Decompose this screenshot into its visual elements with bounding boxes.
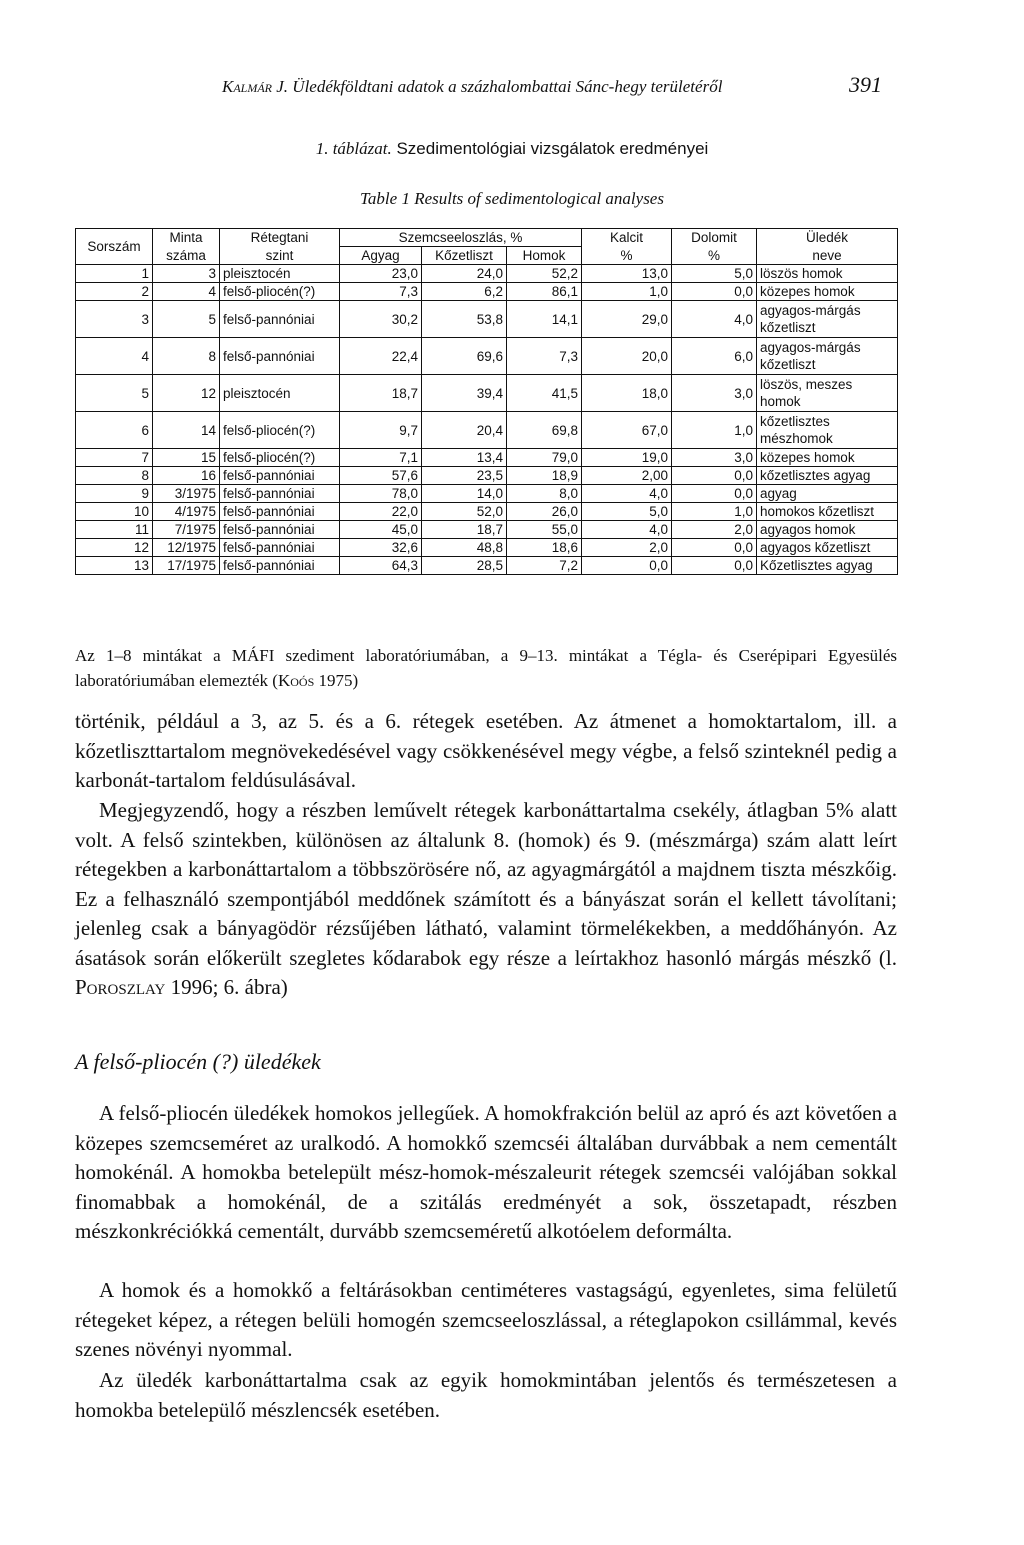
page-number: 391 (849, 72, 882, 97)
cell-dolomit: 5,0 (672, 265, 757, 283)
cell-kozetliszt: 18,7 (422, 521, 507, 539)
cell-kalcit: 2,00 (582, 467, 672, 485)
cell-kalcit: 20,0 (582, 338, 672, 375)
cell-uledek-neve: Kőzetlisztes agyag (757, 557, 898, 575)
cell-kalcit: 19,0 (582, 449, 672, 467)
cell-uledek-neve: löszös homok (757, 265, 898, 283)
cell-homok: 14,1 (507, 301, 582, 338)
cell-kalcit: 29,0 (582, 301, 672, 338)
cell-homok: 69,8 (507, 412, 582, 449)
cell-sorszam: 11 (76, 521, 153, 539)
cell-dolomit: 3,0 (672, 449, 757, 467)
cell-dolomit: 6,0 (672, 338, 757, 375)
cell-sorszam: 5 (76, 375, 153, 412)
cell-kalcit: 2,0 (582, 539, 672, 557)
cell-agyag: 32,6 (340, 539, 422, 557)
header-szemcseeloszlas: Szemcseeloszlás, % (340, 229, 582, 247)
cell-agyag: 64,3 (340, 557, 422, 575)
header-homok: Homok (507, 247, 582, 265)
cell-retegtani-szint: felső-pannóniai (220, 301, 340, 338)
cell-kalcit: 67,0 (582, 412, 672, 449)
cell-sorszam: 3 (76, 301, 153, 338)
footnote-year: 1975) (314, 671, 359, 690)
header-retegtani-szint: szint (220, 247, 340, 265)
cell-kozetliszt: 48,8 (422, 539, 507, 557)
cell-kalcit: 4,0 (582, 485, 672, 503)
paragraph-2-author: Poroszlay (75, 975, 166, 999)
cell-retegtani-szint: felső-pannóniai (220, 521, 340, 539)
table-caption-label: 1. táblázat. (315, 139, 392, 158)
cell-sorszam: 13 (76, 557, 153, 575)
cell-dolomit: 0,0 (672, 557, 757, 575)
cell-minta: 17/1975 (153, 557, 220, 575)
cell-kalcit: 4,0 (582, 521, 672, 539)
cell-uledek-neve: közepes homok (757, 449, 898, 467)
cell-retegtani-szint: felső-pliocén(?) (220, 412, 340, 449)
cell-uledek-neve: kőzetlisztes agyag (757, 467, 898, 485)
table-footnote (75, 643, 897, 693)
cell-agyag: 18,7 (340, 375, 422, 412)
cell-kozetliszt: 69,6 (422, 338, 507, 375)
results-table-body (76, 265, 898, 575)
table-row (76, 503, 898, 521)
cell-retegtani-szint: felső-pannóniai (220, 503, 340, 521)
cell-minta: 4 (153, 283, 220, 301)
cell-sorszam: 1 (76, 265, 153, 283)
cell-sorszam: 10 (76, 503, 153, 521)
footnote-author: Koós (277, 671, 315, 690)
paragraph-2-citation: 1996; 6. ábra) (165, 975, 288, 999)
cell-dolomit: 4,0 (672, 301, 757, 338)
cell-kozetliszt: 28,5 (422, 557, 507, 575)
cell-dolomit: 3,0 (672, 375, 757, 412)
cell-retegtani-szint: felső-pannóniai (220, 539, 340, 557)
cell-kozetliszt: 24,0 (422, 265, 507, 283)
cell-dolomit: 0,0 (672, 283, 757, 301)
cell-agyag: 78,0 (340, 485, 422, 503)
running-head-author: Kalmár J. (222, 77, 289, 96)
cell-agyag: 57,6 (340, 467, 422, 485)
header-uledek: Üledék (757, 229, 898, 247)
cell-homok: 18,9 (507, 467, 582, 485)
cell-homok: 86,1 (507, 283, 582, 301)
header-uledek-neve: neve (757, 247, 898, 265)
cell-kozetliszt: 20,4 (422, 412, 507, 449)
cell-retegtani-szint: felső-pannóniai (220, 467, 340, 485)
cell-homok: 79,0 (507, 449, 582, 467)
running-head (222, 74, 882, 100)
table-caption-english: Table 1 Results of sedimentological analyses (360, 189, 664, 208)
cell-homok: 7,2 (507, 557, 582, 575)
cell-sorszam: 12 (76, 539, 153, 557)
paragraph-3: A felső-pliocén üledékek homokos jellegűek. A homokfrakción belül az apró és azt követően a közepes szemcseméret az uralkodó. A homokkő szemcséi általában durvábbak a nem cementált homokénál. A homokba betelepült mész-homok-mészaleurit rétegek szemcséi valójában sokkal finomabbak a homokénál, de a szitálás eredményét a sok, összetapadt, részben mészkonkréciókká cementált, durvább szemcseméretű alkotóelem deformálta. (75, 1101, 897, 1243)
cell-dolomit: 1,0 (672, 503, 757, 521)
cell-minta: 12/1975 (153, 539, 220, 557)
cell-kalcit: 0,0 (582, 557, 672, 575)
cell-minta: 3 (153, 265, 220, 283)
table-row (76, 265, 898, 283)
cell-kalcit: 1,0 (582, 283, 672, 301)
cell-kalcit: 13,0 (582, 265, 672, 283)
table-row (76, 283, 898, 301)
header-sorszam: Sorszám (76, 229, 153, 265)
cell-homok: 18,6 (507, 539, 582, 557)
cell-retegtani-szint: felső-pannóniai (220, 485, 340, 503)
paragraph-2 (75, 796, 897, 1003)
cell-kozetliszt: 13,4 (422, 449, 507, 467)
header-retegtani: Rétegtani (220, 229, 340, 247)
cell-agyag: 7,1 (340, 449, 422, 467)
paragraph-4: A homok és a homokkő a feltárásokban centiméteres vastagságú, egyenletes, sima felületű rétegeket képez, a rétegen belüli homogén szemcseeloszlással, a réteglapokon csillámmal, kevés szenes növényi nyommal. (75, 1278, 897, 1361)
cell-homok: 8,0 (507, 485, 582, 503)
table-caption-title: Szedimentológiai vizsgálatok eredményei (396, 139, 709, 158)
table-row (76, 412, 898, 449)
header-dolomit-unit: % (672, 247, 757, 265)
results-table (75, 228, 898, 575)
cell-kalcit: 18,0 (582, 375, 672, 412)
cell-agyag: 22,4 (340, 338, 422, 375)
cell-dolomit: 0,0 (672, 539, 757, 557)
cell-dolomit: 0,0 (672, 485, 757, 503)
cell-uledek-neve: agyagos homok (757, 521, 898, 539)
cell-retegtani-szint: felső-pannóniai (220, 338, 340, 375)
cell-kozetliszt: 53,8 (422, 301, 507, 338)
cell-kozetliszt: 39,4 (422, 375, 507, 412)
cell-sorszam: 6 (76, 412, 153, 449)
table-row (76, 557, 898, 575)
cell-retegtani-szint: felső-pliocén(?) (220, 283, 340, 301)
header-minta-szama: száma (153, 247, 220, 265)
cell-uledek-neve: homokos kőzetliszt (757, 503, 898, 521)
cell-minta: 15 (153, 449, 220, 467)
cell-minta: 14 (153, 412, 220, 449)
cell-agyag: 30,2 (340, 301, 422, 338)
cell-kozetliszt: 52,0 (422, 503, 507, 521)
cell-uledek-neve: agyagos-márgás kőzetliszt (757, 338, 898, 375)
cell-minta: 5 (153, 301, 220, 338)
cell-uledek-neve: agyagos kőzetliszt (757, 539, 898, 557)
table-row (76, 338, 898, 375)
cell-sorszam: 4 (76, 338, 153, 375)
cell-homok: 41,5 (507, 375, 582, 412)
header-agyag: Agyag (340, 247, 422, 265)
cell-sorszam: 7 (76, 449, 153, 467)
cell-homok: 26,0 (507, 503, 582, 521)
cell-uledek-neve: agyagos-márgás kőzetliszt (757, 301, 898, 338)
cell-kozetliszt: 23,5 (422, 467, 507, 485)
header-minta: Minta (153, 229, 220, 247)
table-row (76, 467, 898, 485)
cell-dolomit: 0,0 (672, 467, 757, 485)
cell-dolomit: 1,0 (672, 412, 757, 449)
cell-sorszam: 8 (76, 467, 153, 485)
cell-uledek-neve: kőzetlisztes mészhomok (757, 412, 898, 449)
cell-agyag: 7,3 (340, 283, 422, 301)
cell-agyag: 23,0 (340, 265, 422, 283)
section-heading: A felső-pliocén (?) üledékek (75, 1049, 321, 1074)
table-row (76, 521, 898, 539)
cell-uledek-neve: közepes homok (757, 283, 898, 301)
paragraph-1: történik, például a 3, az 5. és a 6. rétegek esetében. Az átmenet a homoktartalom, ill. a kőzetliszttartalom megnövekedésével vagy csökkenésével megy végbe, a felső szinteknél pedig a karbonát-tartalom feldúsulásával. (75, 709, 897, 792)
cell-minta: 4/1975 (153, 503, 220, 521)
cell-sorszam: 9 (76, 485, 153, 503)
cell-kozetliszt: 14,0 (422, 485, 507, 503)
table-row (76, 449, 898, 467)
cell-minta: 8 (153, 338, 220, 375)
cell-minta: 12 (153, 375, 220, 412)
cell-kalcit: 5,0 (582, 503, 672, 521)
cell-agyag: 22,0 (340, 503, 422, 521)
cell-retegtani-szint: felső-pannóniai (220, 557, 340, 575)
header-kalcit-unit: % (582, 247, 672, 265)
cell-retegtani-szint: pleisztocén (220, 375, 340, 412)
cell-homok: 55,0 (507, 521, 582, 539)
paragraph-2-text: Megjegyzendő, hogy a részben leművelt rétegek karbonáttartalma csekély, átlagban 5% alatt volt. A felső szintekben, különösen az általunk 8. (homok) és 9. (mészmárga) szám alatt leírt rétegekben a karbonáttartalom a többszörösére nő, az agyagmárgától a majdnem tiszta mészkőig. Ez a felhasználó szempontjából meddőnek számított és a bányászat során el kellett távolítani; jelenleg csak a bányagödör rézsűjében látható, valamint törmelékekben, a meddőhányón. Az ásatások során előkerült szegletes kődarabok egy része a leírtakhoz hasonló márgás mészkő (l. (75, 798, 897, 970)
table-caption-hungarian (0, 136, 1024, 162)
table-row (76, 301, 898, 338)
cell-retegtani-szint: felső-pliocén(?) (220, 449, 340, 467)
table-row (76, 375, 898, 412)
header-dolomit: Dolomit (672, 229, 757, 247)
cell-retegtani-szint: pleisztocén (220, 265, 340, 283)
cell-kozetliszt: 6,2 (422, 283, 507, 301)
table-row (76, 539, 898, 557)
cell-agyag: 45,0 (340, 521, 422, 539)
cell-homok: 7,3 (507, 338, 582, 375)
cell-sorszam: 2 (76, 283, 153, 301)
cell-uledek-neve: agyag (757, 485, 898, 503)
cell-uledek-neve: löszös, meszes homok (757, 375, 898, 412)
cell-minta: 3/1975 (153, 485, 220, 503)
cell-homok: 52,2 (507, 265, 582, 283)
cell-dolomit: 2,0 (672, 521, 757, 539)
cell-agyag: 9,7 (340, 412, 422, 449)
header-kozetliszt: Kőzetliszt (422, 247, 507, 265)
table-row (76, 485, 898, 503)
header-kalcit: Kalcit (582, 229, 672, 247)
footnote-text: Az 1–8 mintákat a MÁFI szediment laboratóriumában, a 9–13. mintákat a Tégla- és Cserépipari Egyesülés laboratóriumában elemezték ( (75, 646, 897, 690)
running-head-title: Üledékföldtani adatok a százhalombattai Sánc-hegy területéről (292, 77, 723, 96)
cell-minta: 7/1975 (153, 521, 220, 539)
cell-minta: 16 (153, 467, 220, 485)
paragraph-5: Az üledék karbonáttartalma csak az egyik homokmintában jelentős és természetesen a homokba betelepülő mészlencsék esetében. (75, 1368, 897, 1422)
